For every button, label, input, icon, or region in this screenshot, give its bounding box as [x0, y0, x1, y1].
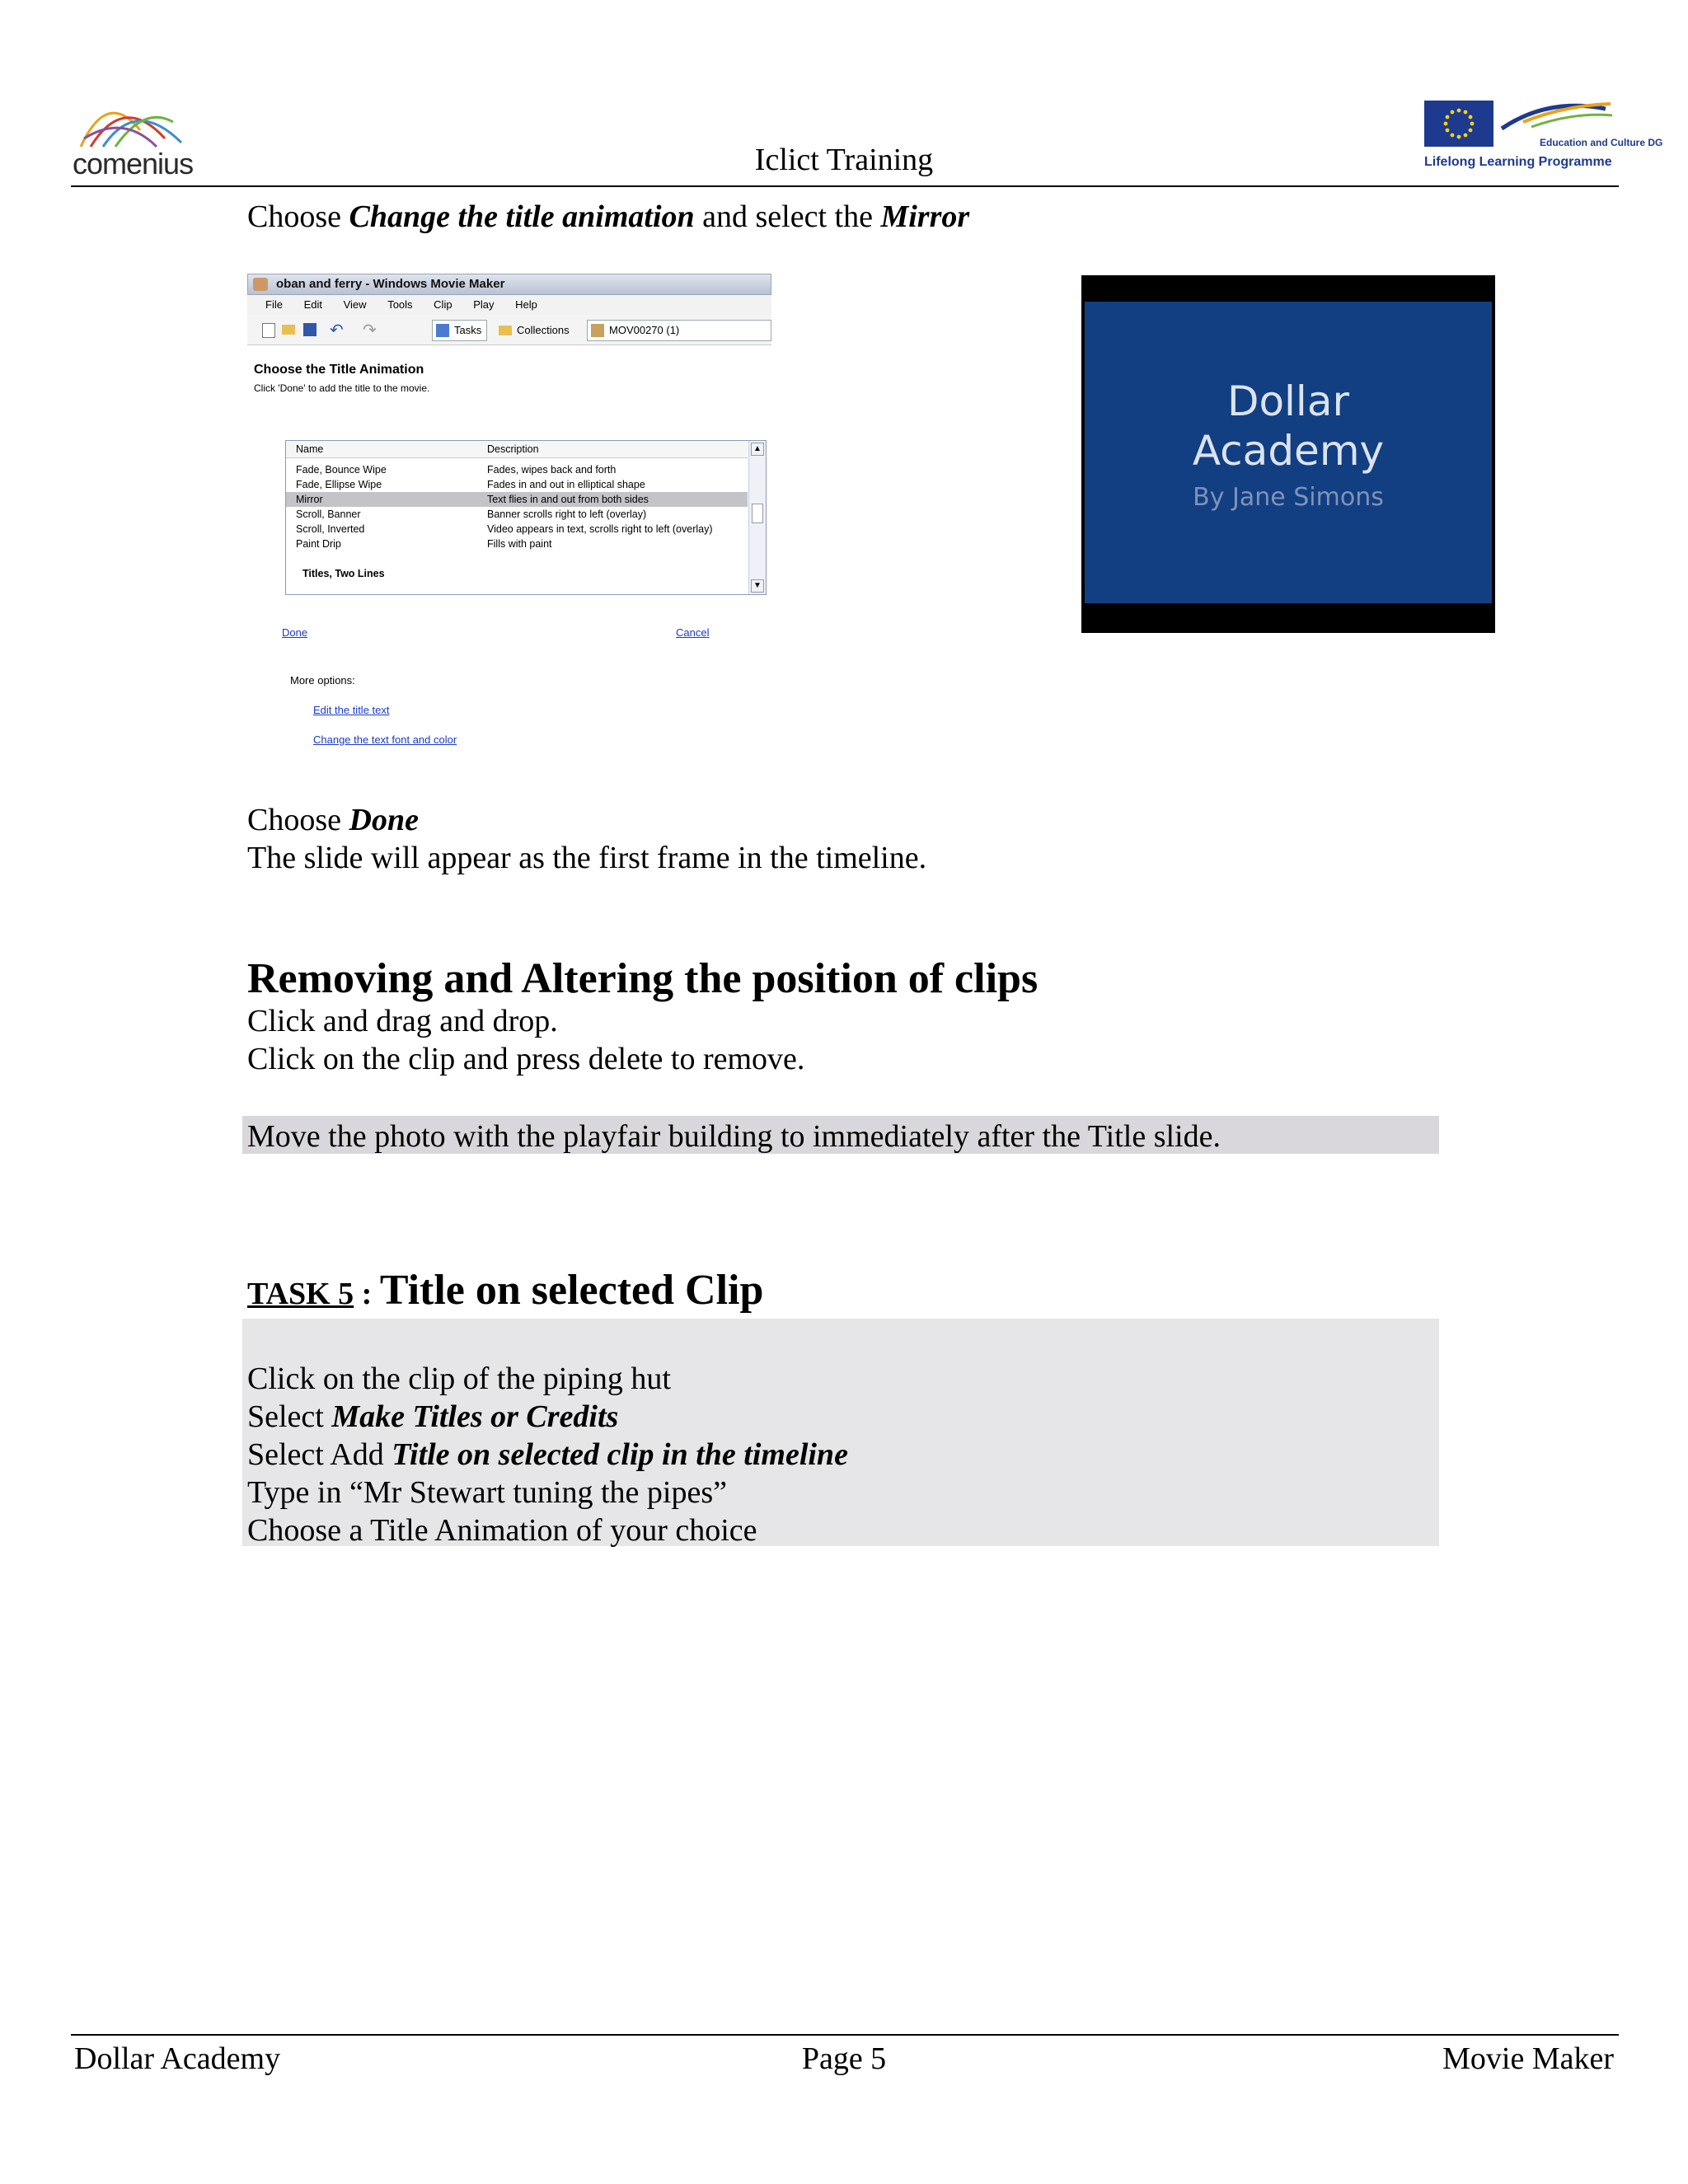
menu-bar: [247, 295, 771, 315]
header-divider: [71, 185, 1619, 187]
scroll-up-icon[interactable]: ▲: [751, 443, 764, 456]
video-preview: [1081, 275, 1495, 633]
intro-line: [247, 198, 969, 236]
list-item[interactable]: [286, 462, 748, 477]
step3-text: Select Add: [247, 1437, 392, 1472]
eu-caption-programme: Lifelong Learning Programme: [1424, 155, 1612, 169]
item-description: Fills with paint: [487, 538, 552, 550]
preview-subtitle: By Jane Simons: [1193, 483, 1384, 512]
panel-title: Choose the Title Animation: [254, 363, 424, 377]
list-item-selected[interactable]: [286, 492, 748, 507]
item-description: Text flies in and out from both sides: [487, 494, 649, 505]
item-description: Banner scrolls right to left (overlay): [487, 509, 647, 520]
instruction-delete: Click on the clip and press delete to remove.: [247, 1042, 805, 1076]
header-title: Iclict Training: [754, 143, 934, 177]
menu-file[interactable]: File: [265, 298, 283, 311]
section-heading: Removing and Altering the position of clips: [247, 955, 1039, 1002]
move-task-text: Move the photo with the playfair building to immediately after the Title slide.: [247, 1119, 1221, 1154]
scroll-thumb[interactable]: [752, 504, 763, 523]
animation-list: [285, 440, 767, 595]
collection-dropdown[interactable]: [587, 320, 771, 341]
group-heading-text: Titles, Two Lines: [302, 568, 385, 579]
undo-icon[interactable]: ↶: [330, 321, 344, 340]
choose-text: Choose: [247, 803, 349, 837]
item-description: Fades, wipes back and forth: [487, 464, 617, 476]
collection-name: MOV00270 (1): [609, 324, 680, 336]
collections-button[interactable]: [495, 320, 575, 341]
eu-flag-icon: [1424, 101, 1493, 147]
open-icon[interactable]: [282, 325, 295, 335]
redo-icon[interactable]: ↷: [363, 321, 377, 340]
done-bold: Done: [349, 803, 419, 837]
task5-separator: :: [354, 1277, 380, 1311]
new-icon[interactable]: [262, 323, 275, 338]
comenius-logo-icon: [74, 97, 190, 148]
done-link[interactable]: Done: [282, 626, 308, 639]
eu-caption-dg: Education and Culture DG: [1540, 137, 1663, 148]
tasks-button[interactable]: [432, 320, 487, 341]
comenius-logo-text: comenius: [73, 147, 194, 180]
list-item[interactable]: [286, 522, 748, 537]
task5-step-5: Choose a Title Animation of your choice: [247, 1513, 757, 1548]
tasks-icon: [436, 324, 449, 337]
task5-step-2: [247, 1398, 618, 1436]
task5-step-3: [247, 1436, 848, 1474]
item-name: Paint Drip: [296, 538, 341, 550]
menu-play[interactable]: Play: [473, 298, 495, 311]
item-name: Scroll, Banner: [296, 509, 361, 520]
footer-right: Movie Maker: [1442, 2041, 1614, 2076]
task5-title: Title on selected Clip: [379, 1267, 764, 1314]
preview-title-line2: Academy: [1192, 427, 1385, 475]
list-item[interactable]: [286, 507, 748, 522]
tasks-label: Tasks: [454, 324, 482, 336]
item-description: Video appears in text, scrolls right to left (overlay): [487, 523, 713, 535]
folder-icon: [499, 326, 512, 335]
list-item[interactable]: [286, 537, 748, 551]
step3-bold: Title on selected clip in the timeline: [392, 1437, 848, 1472]
choose-done-line: [247, 801, 419, 839]
menu-help[interactable]: Help: [515, 298, 537, 311]
preview-title-line1: Dollar: [1226, 377, 1350, 425]
task5-step-4: Type in “Mr Stewart tuning the pipes”: [247, 1475, 727, 1510]
instruction-drag: Click and drag and drop.: [247, 1004, 558, 1038]
item-description: Fades in and out in elliptical shape: [487, 479, 645, 490]
footer-divider: [71, 2034, 1619, 2036]
cancel-link[interactable]: Cancel: [676, 626, 710, 639]
list-group-heading: [286, 566, 748, 581]
step2-bold: Make Titles or Credits: [331, 1399, 619, 1434]
menu-clip[interactable]: Clip: [434, 298, 452, 311]
intro-text-mid: and select the: [694, 199, 881, 234]
intro-text: Choose: [247, 199, 349, 234]
collection-icon: [591, 324, 604, 337]
item-name: Mirror: [296, 494, 323, 505]
more-options-label: More options:: [290, 674, 355, 687]
window-titlebar: [247, 274, 771, 295]
list-item[interactable]: [286, 477, 748, 492]
task5-heading: [247, 1266, 763, 1315]
column-name[interactable]: Name: [296, 443, 324, 455]
change-font-color-link[interactable]: Change the text font and color: [313, 733, 457, 746]
list-scrollbar[interactable]: [748, 441, 766, 594]
movie-maker-screenshot: [247, 274, 771, 758]
item-name: Fade, Ellipse Wipe: [296, 479, 382, 490]
column-description[interactable]: Description: [487, 443, 539, 455]
save-icon[interactable]: [303, 323, 316, 336]
menu-view[interactable]: View: [343, 298, 367, 311]
footer-page-number: Page 5: [801, 2041, 887, 2076]
panel-subtitle: Click 'Done' to add the title to the movie.: [254, 382, 430, 394]
menu-tools[interactable]: Tools: [387, 298, 413, 311]
footer-left: Dollar Academy: [74, 2041, 281, 2076]
toolbar: [247, 315, 771, 345]
app-icon: [253, 278, 268, 291]
item-name: Scroll, Inverted: [296, 523, 365, 535]
edit-title-text-link[interactable]: Edit the title text: [313, 704, 390, 716]
window-title: oban and ferry - Windows Movie Maker: [276, 277, 505, 291]
task5-step-1: Click on the clip of the piping hut: [247, 1361, 671, 1396]
scroll-down-icon[interactable]: ▼: [751, 579, 764, 593]
collections-label: Collections: [517, 324, 570, 336]
list-header: [286, 441, 748, 458]
step2-text: Select: [247, 1399, 332, 1434]
menu-edit[interactable]: Edit: [303, 298, 322, 311]
slide-note: The slide will appear as the first frame in the timeline.: [247, 841, 927, 875]
intro-bold-change-animation: Change the title animation: [349, 199, 695, 234]
intro-bold-mirror: Mirror: [880, 199, 970, 234]
video-frame: [1085, 302, 1492, 603]
task5-label: TASK 5: [247, 1277, 354, 1311]
lifelong-learning-swoosh-icon: [1498, 97, 1614, 134]
item-name: Fade, Bounce Wipe: [296, 464, 387, 476]
